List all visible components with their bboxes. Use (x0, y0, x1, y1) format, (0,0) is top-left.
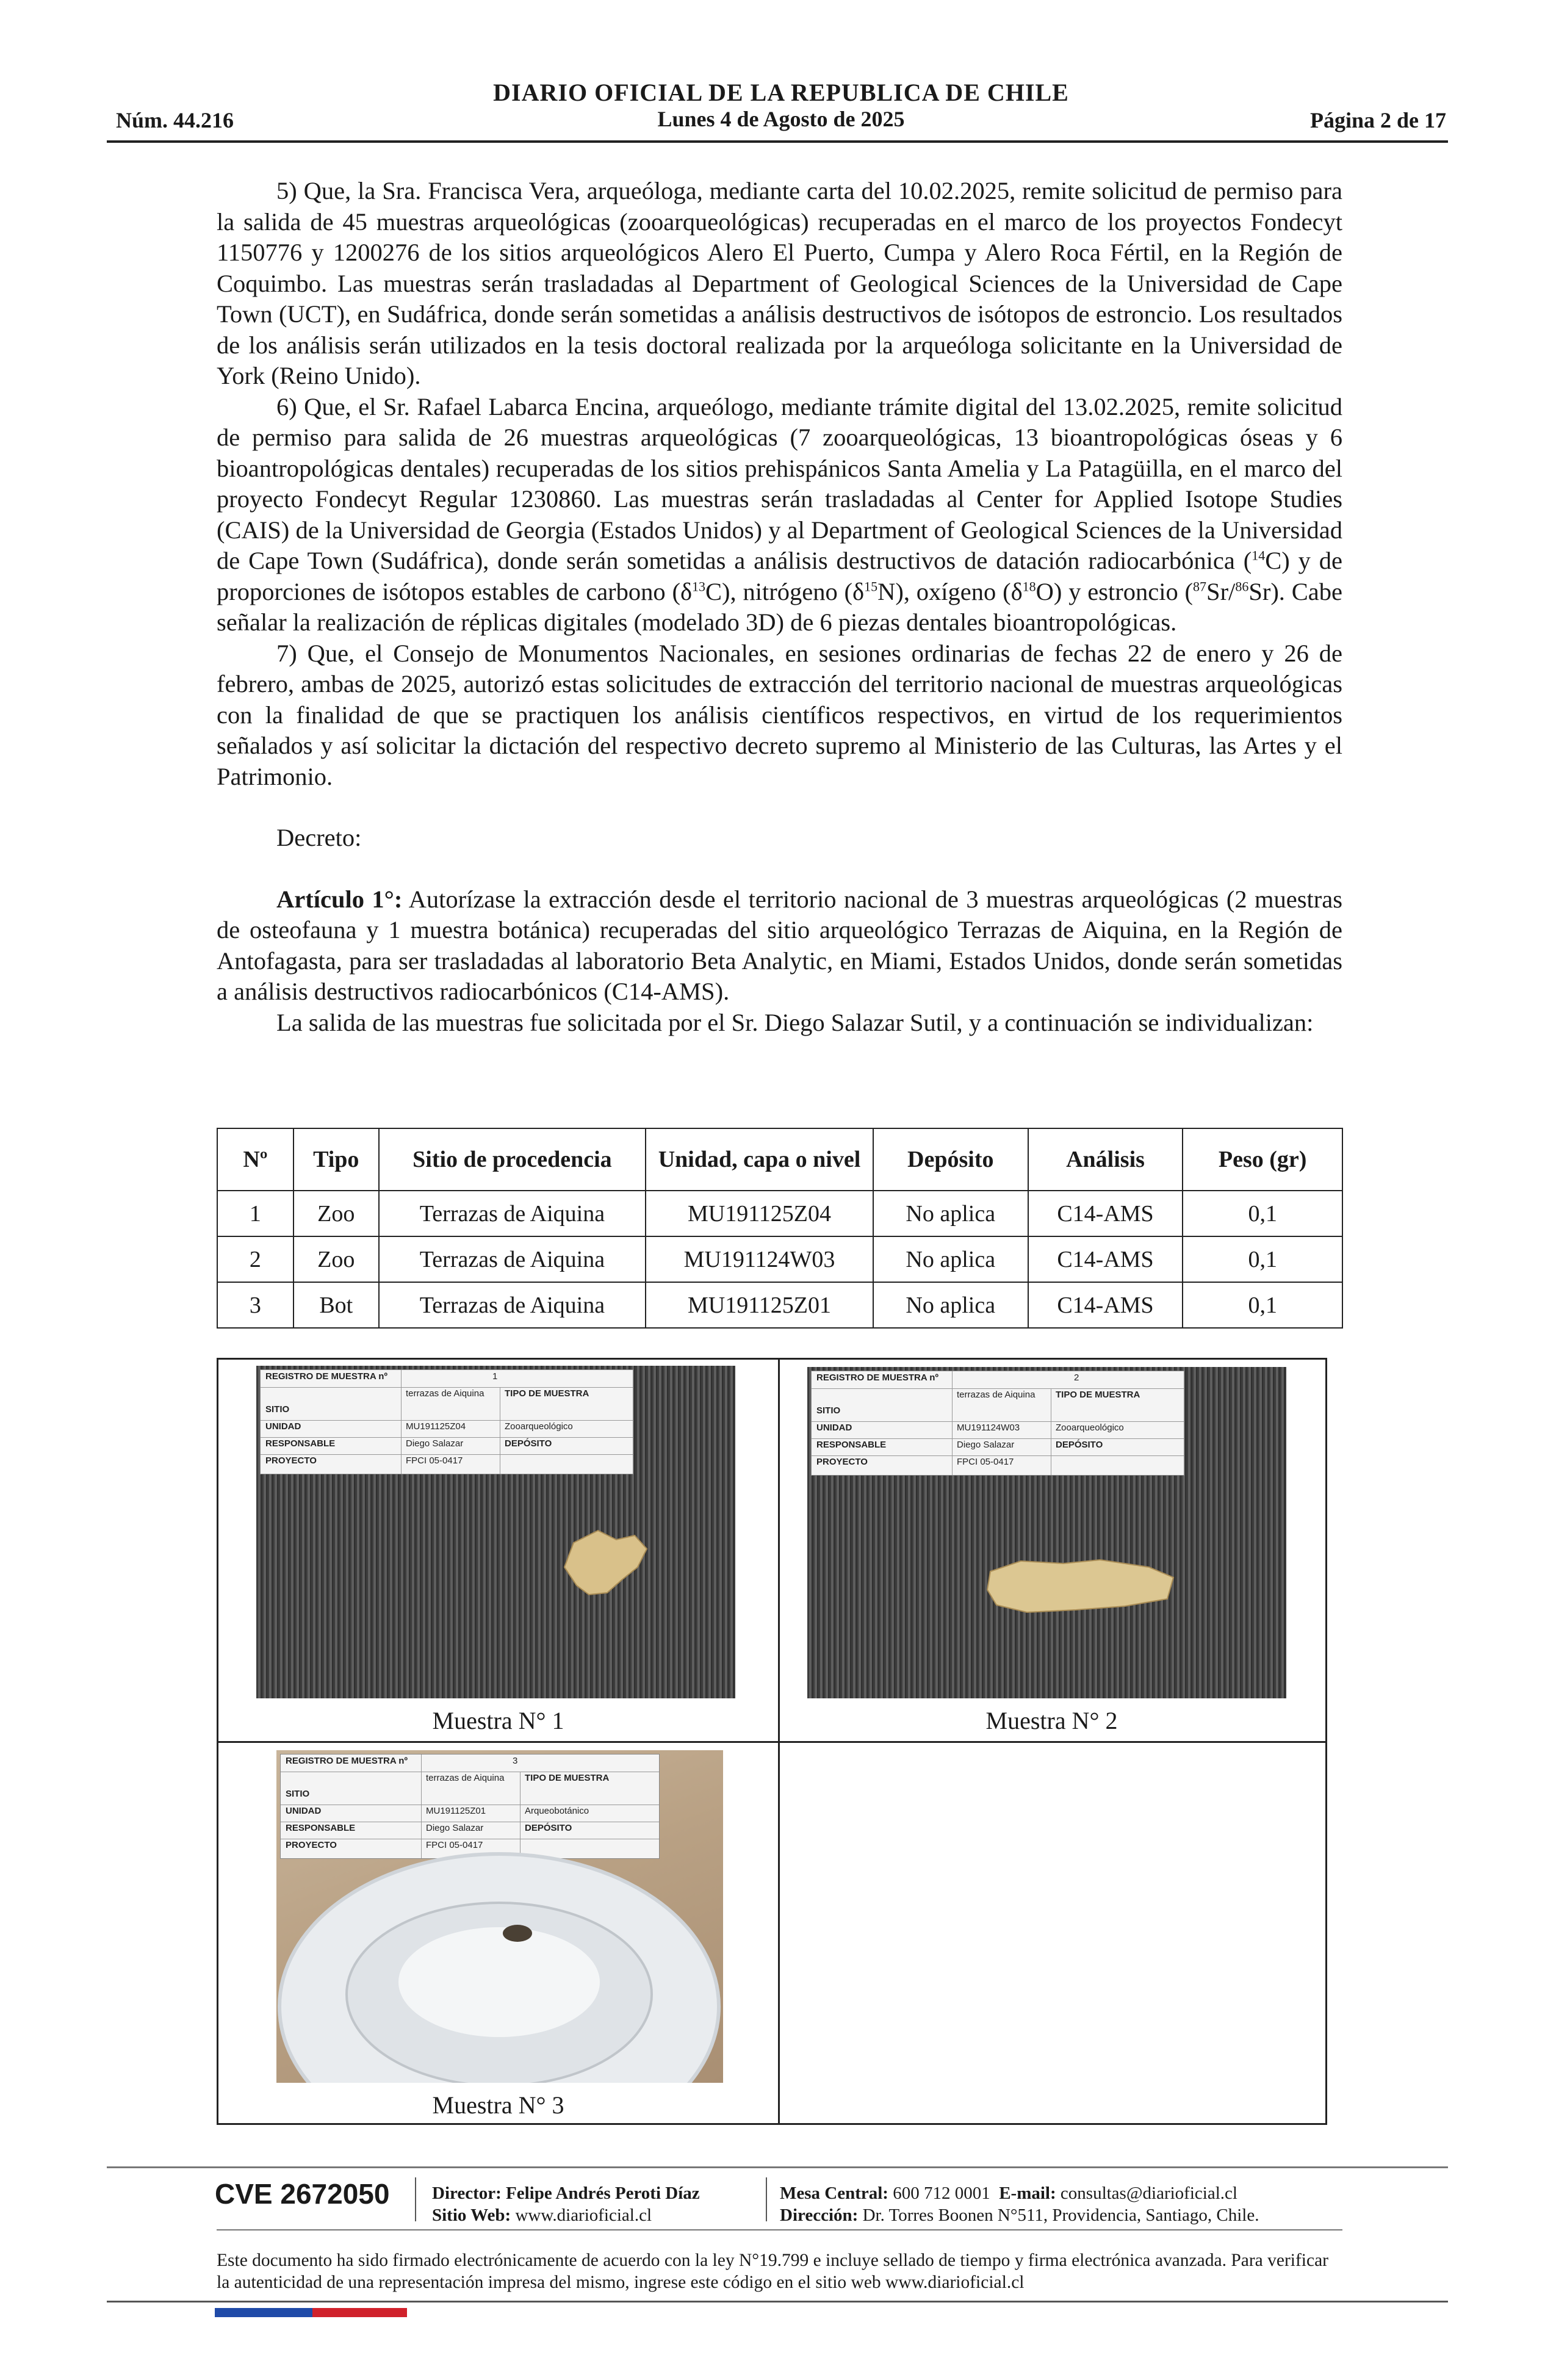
footer-divider (217, 2229, 1342, 2230)
col-header: Tipo (294, 1128, 379, 1191)
sample-photo-2 (807, 1367, 1286, 1698)
table-cell: Terrazas de Aiquina (379, 1236, 646, 1282)
paragraph-6: 6) Que, el Sr. Rafael Labarca Encina, arqueólogo, mediante trámite digital del 13.02.2025, remite solicitud de permiso para salida de 26 muestras arqueológicas (7 zooarqueológicas, 13 bioantropológicas óseas y 6 bioantropológicas dentales) recuperadas de los sitios prehispánicos Santa Amelia y La Patagüilla, en el marco del proyecto Fondecyt Regular 1230860. Las muestras serán trasladadas al Center for Applied Isotope Studies (CAIS) de la Universidad de Georgia (Estados Unidos) y al Department of Geological Sciences de la Universidad de Cape Town (Sudáfrica), donde serán sometidas a análisis destructivos de datación radiocarbónica ($^{14}$C) y de proporciones de isótopos estables de carbono $(\delta^{13}C)$, nitrógeno $(\delta^{15}N)$, oxígeno $(\delta^{18}O)$ y estroncio ($^{87}$Sr/$^{86}$Sr). Cabe señalar la realización de réplicas digitales (modelado 3D) de 6 piezas dentales bioantropológicas. (217, 392, 1342, 636)
col-header: Depósito (873, 1128, 1028, 1191)
grid-divider (778, 1360, 780, 1743)
article-1-label: Artículo 1°: (276, 885, 403, 913)
address: Dr. Torres Boonen N°511, Providencia, Santiago, Chile. (862, 2205, 1259, 2225)
header-divider (107, 140, 1448, 143)
article-1 (217, 884, 1342, 1008)
table-cell: C14-AMS (1028, 1236, 1183, 1282)
table-row (217, 1236, 1342, 1282)
col-header: Sitio de procedencia (379, 1128, 646, 1191)
photo-caption-3: Muestra N° 3 (432, 2091, 564, 2119)
col-header: Unidad, capa o nivel (646, 1128, 873, 1191)
table-row (217, 1191, 1342, 1236)
photo-caption-1: Muestra N° 1 (432, 1707, 564, 1734)
table-cell: Terrazas de Aiquina (379, 1282, 646, 1328)
bone-fragment-1 (256, 1366, 735, 1698)
cve-code: CVE 2672050 (215, 2178, 390, 2210)
grid-divider (218, 1741, 1325, 1743)
page-number: Página 2 de 17 (1309, 108, 1446, 132)
footer-director-block: Director: Felipe Andrés Peroti Díaz Sitio Web: www.diarioficial.cl (432, 2183, 700, 2225)
table-cell: No aplica (873, 1191, 1028, 1236)
table-cell: Zoo (294, 1236, 379, 1282)
table-cell: Terrazas de Aiquina (379, 1191, 646, 1236)
bone-fragment-2 (807, 1367, 1286, 1698)
footer-separator (415, 2177, 416, 2221)
table-cell: C14-AMS (1028, 1191, 1183, 1236)
grid-divider (778, 1743, 780, 2123)
flag-stripe-blue (215, 2308, 312, 2317)
phone-number: 600 712 0001 (893, 2183, 990, 2203)
flag-stripe-red (312, 2308, 407, 2317)
table-cell: 2 (217, 1236, 294, 1282)
sample-photo-1 (256, 1366, 735, 1698)
table-row (217, 1282, 1342, 1328)
article-1-continuation: La salida de las muestras fue solicitada por el Sr. Diego Salazar Sutil, y a continuación se individualizan: (276, 1008, 1314, 1036)
samples-table (217, 1128, 1343, 1329)
table-cell: 0,1 (1183, 1282, 1342, 1328)
table-cell: MU191125Z01 (646, 1282, 873, 1328)
sample-label-card: REGISTRO DE MUESTRA nº 3 SITIO terrazas de Aiquina TIPO DE MUESTRA UNIDAD MU191125Z01 Arqueobotánico RESPONSABLE Diego Salazar DEPÓSITO PROYECTO FPCI 05-0417 (280, 1754, 660, 1859)
sample-photos-grid (217, 1358, 1327, 2125)
sample-photo-3 (276, 1750, 723, 2083)
photo-caption-2: Muestra N° 2 (985, 1707, 1118, 1734)
footer-separator (766, 2177, 767, 2221)
table-header-row (217, 1128, 1342, 1191)
sample-container-3 (276, 1750, 723, 2083)
page-header (116, 78, 1446, 139)
document-body (217, 176, 1342, 1038)
director-name: Felipe Andrés Peroti Díaz (506, 2183, 700, 2203)
table-cell: Zoo (294, 1191, 379, 1236)
table-cell: No aplica (873, 1236, 1028, 1282)
table-cell: 3 (217, 1282, 294, 1328)
website-link[interactable]: www.diarioficial.cl (515, 2205, 652, 2225)
email-link[interactable]: consultas@diarioficial.cl (1060, 2183, 1237, 2203)
table-cell: 0,1 (1183, 1191, 1342, 1236)
table-cell: C14-AMS (1028, 1282, 1183, 1328)
sample-label-card: REGISTRO DE MUESTRA nº 2 SITIO terrazas de Aiquina TIPO DE MUESTRA UNIDAD MU191124W03 Zooarqueológico RESPONSABLE Diego Salazar DEPÓSITO PROYECTO FPCI 05-0417 (811, 1371, 1184, 1476)
footer-contact-block: Mesa Central: 600 712 0001 E-mail: consultas@diarioficial.cl Dirección: Dr. Torres Boonen N°511, Providencia, Santiago, Chile. (780, 2183, 1259, 2225)
paragraph-5: 5) Que, la Sra. Francisca Vera, arqueóloga, mediante carta del 10.02.2025, remite solicitud de permiso para la salida de 45 muestras arqueológicas (zooarqueológicas) recuperadas en el marco de los proyectos Fondecyt 1150776 y 1200276 de los sitios arqueológicos Alero El Puerto, Cumpa y Alero Roca Fértil, en la Región de Coquimbo. Las muestras serán trasladadas al Department of Geological Sciences de la Universidad de Cape Town (UCT), en Sudáfrica, donde serán sometidas a análisis destructivos de isótopos de estroncio. Los resultados de los análisis serán utilizados en la tesis doctoral realizada por la arqueóloga solicitante en la Universidad de York (Reino Unido). (217, 177, 1342, 389)
paragraph-7: 7) Que, el Consejo de Monumentos Nacionales, en sesiones ordinarias de fechas 22 de enero y 26 de febrero, ambas de 2025, autorizó estas solicitudes de extracción del territorio nacional de muestras arqueológicas con la finalidad de que se practiquen los análisis científicos respectivos, en virtud de los requerimientos señalados y así solicitar la dictación del respectivo decreto supremo al Ministerio de las Culturas, las Artes y el Patrimonio. (217, 639, 1342, 790)
table-cell: No aplica (873, 1282, 1028, 1328)
issue-number: Núm. 44.216 (116, 108, 234, 132)
table-cell: MU191124W03 (646, 1236, 873, 1282)
table-cell: 1 (217, 1191, 294, 1236)
sample-label-card: REGISTRO DE MUESTRA nº 1 SITIO terrazas de Aiquina TIPO DE MUESTRA UNIDAD MU191125Z04 Zooarqueológico RESPONSABLE Diego Salazar DEPÓSITO PROYECTO FPCI 05-0417 (260, 1369, 633, 1474)
gazette-title: DIARIO OFICIAL DE LA REPUBLICA DE CHILE (493, 79, 1069, 106)
footer-divider (107, 2301, 1448, 2302)
table-cell: 0,1 (1183, 1236, 1342, 1282)
decreto-heading: Decreto: (276, 824, 362, 851)
article-1-text: Autorízase la extracción desde el territorio nacional de 3 muestras arqueológicas (2 muestras de osteofauna y 1 muestra botánica) recuperadas del sitio arqueológico Terrazas de Aiquina, en la Región de Antofagasta, para ser trasladadas al laboratorio Beta Analytic, en Miami, Estados Unidos, donde serán sometidas a análisis destructivos radiocarbónicos (C14-AMS). (217, 885, 1342, 1005)
col-header: Peso (gr) (1183, 1128, 1342, 1191)
col-header: Análisis (1028, 1128, 1183, 1191)
footer-divider (107, 2166, 1448, 2168)
table-cell: Bot (294, 1282, 379, 1328)
col-header: Nº (217, 1128, 294, 1191)
issue-date: Lunes 4 de Agosto de 2025 (657, 107, 905, 131)
legal-notice: Este documento ha sido firmado electrónicamente de acuerdo con la ley N°19.799 e incluye sellado de tiempo y firma electrónica avanzada. Para verificar la autenticidad de una representación impresa del mismo, ingrese este código en el sitio web www.diarioficial.cl (217, 2251, 1328, 2292)
table-cell: MU191125Z04 (646, 1191, 873, 1236)
